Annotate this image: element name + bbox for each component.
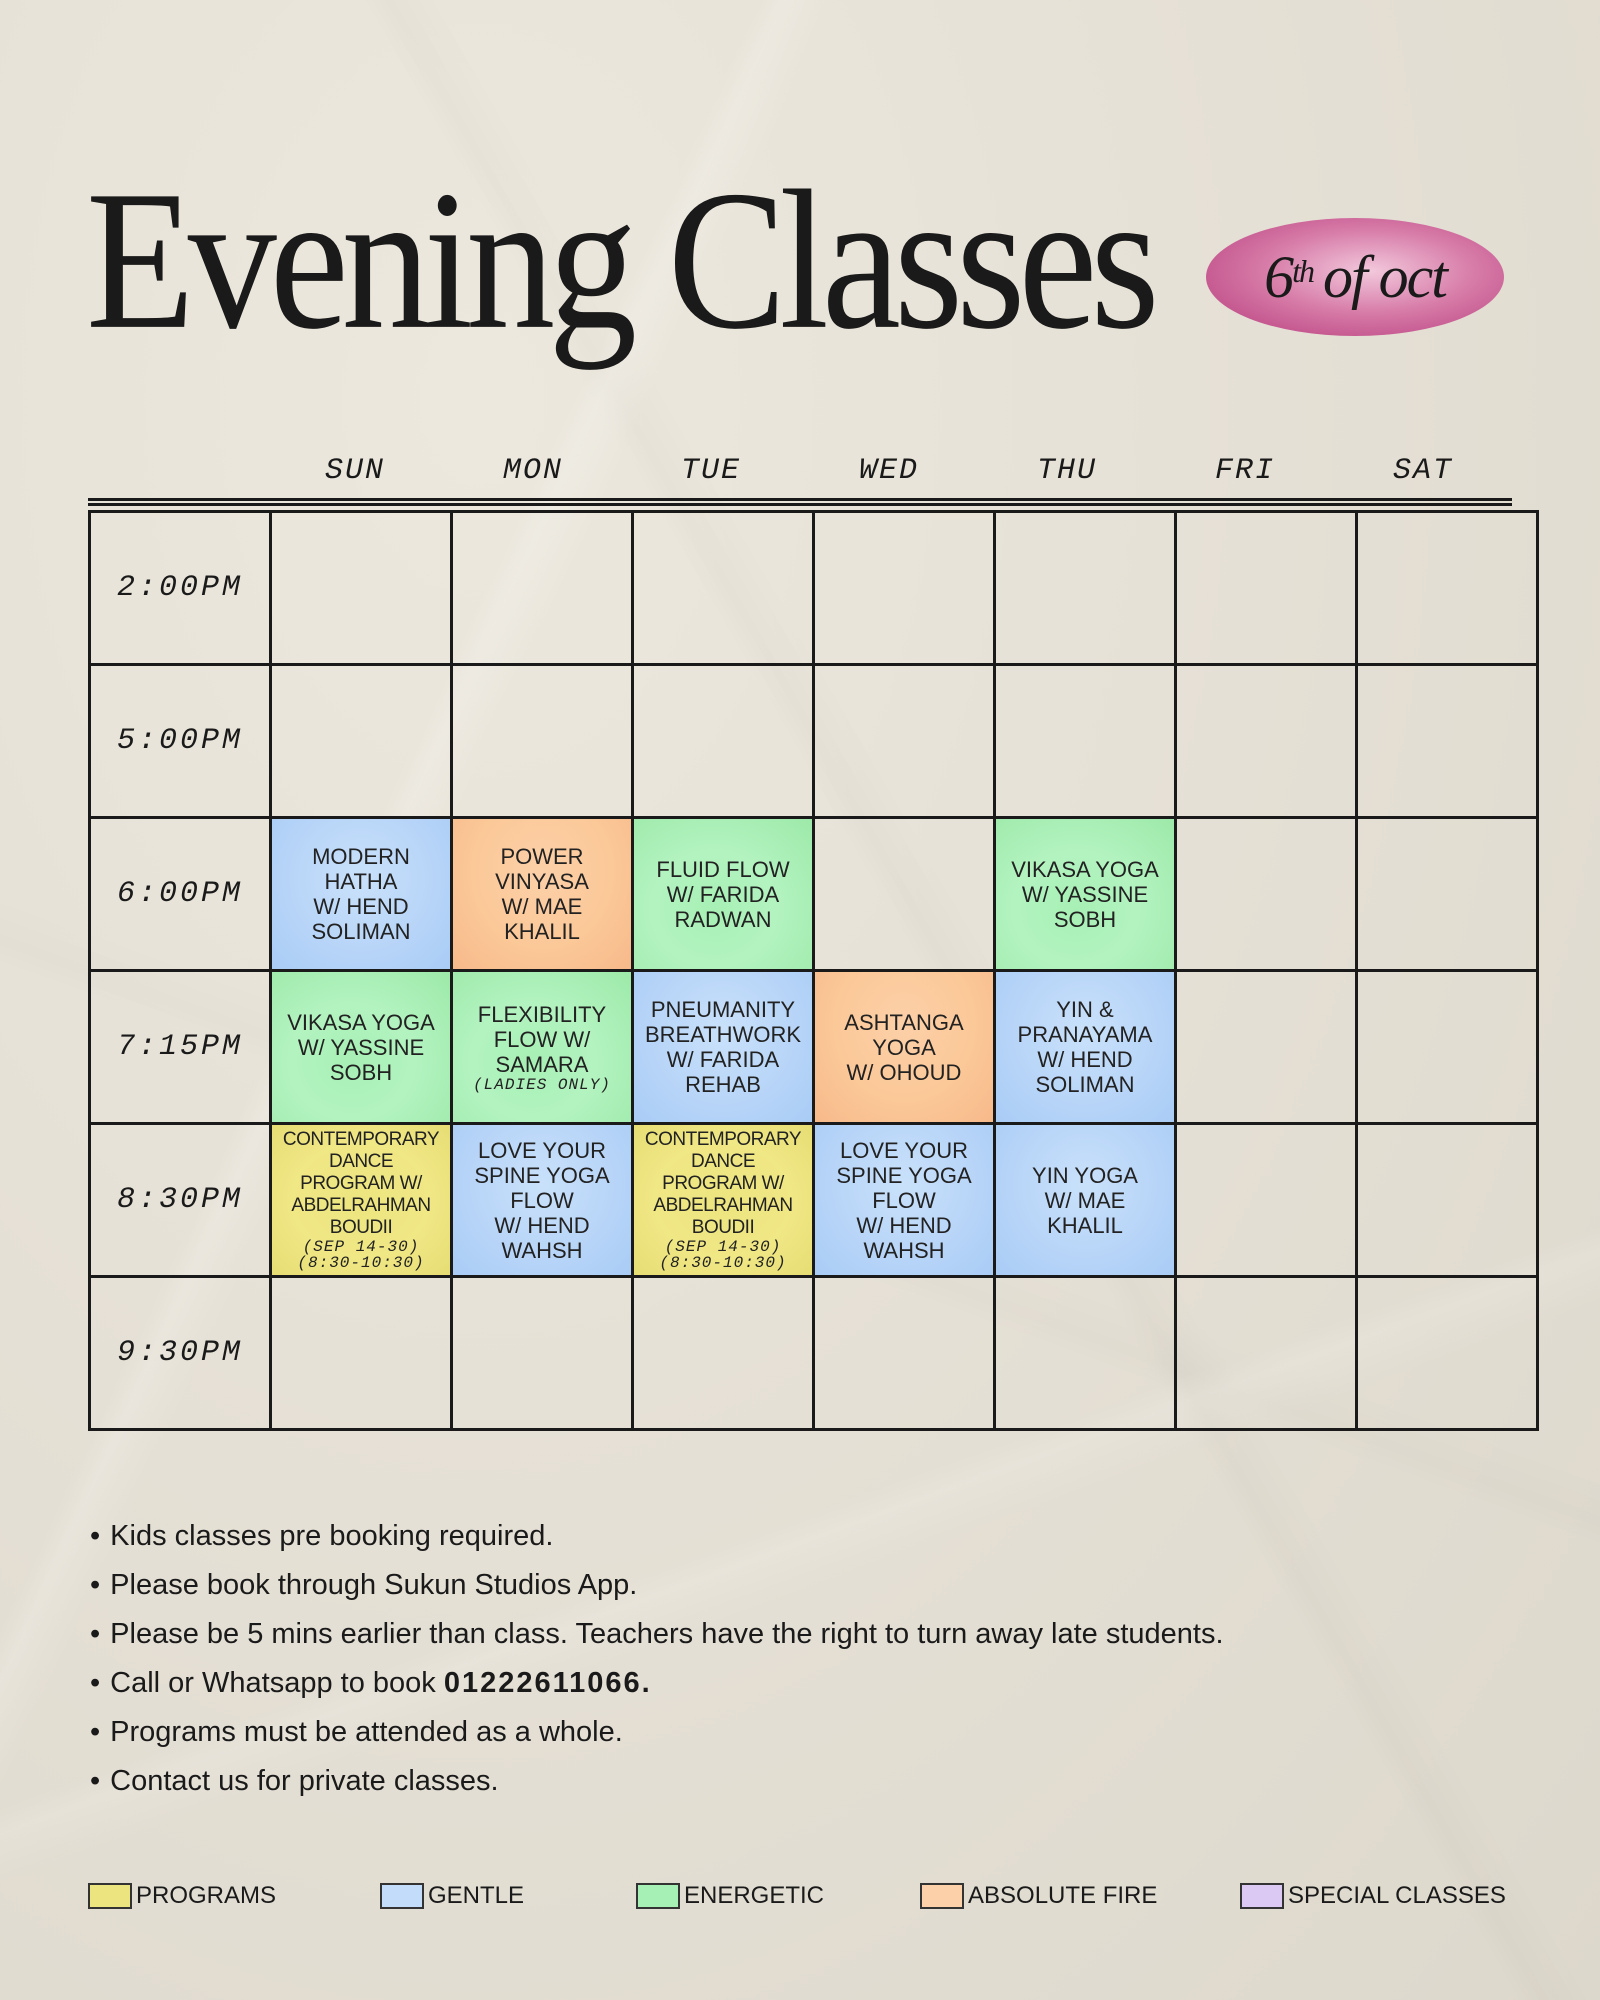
day-tue: TUE (680, 454, 741, 488)
empty-slot (1357, 818, 1538, 971)
class-name: CONTEMPORARY DANCE PROGRAM W/ ABDELRAHMAN BOUDII (644, 1129, 802, 1238)
note-item (90, 1757, 1224, 1806)
legend-item (920, 1882, 1157, 1910)
class-card-fire[interactable] (453, 819, 631, 969)
empty-slot (995, 665, 1176, 818)
empty-slot (633, 512, 814, 665)
schedule (88, 448, 1512, 1431)
note-item (90, 1708, 1224, 1757)
class-name: YIN YOGA W/ MAE KHALIL (1032, 1162, 1138, 1238)
class-card-energetic[interactable] (634, 819, 812, 969)
class-card-energetic[interactable] (272, 972, 450, 1122)
legend-swatch (380, 1883, 424, 1909)
time-label: 5:00PM (90, 665, 271, 818)
empty-slot (1176, 1124, 1357, 1277)
schedule-row (90, 971, 1538, 1124)
class-card-gentle[interactable] (453, 1125, 631, 1275)
empty-slot (1357, 1277, 1538, 1430)
day-thu: THU (1036, 454, 1097, 488)
time-label: 8:30PM (90, 1124, 271, 1277)
class-name: VIKASA YOGA W/ YASSINE SOBH (287, 1009, 435, 1085)
class-slot (995, 971, 1176, 1124)
schedule-table (88, 510, 1539, 1431)
class-card-gentle[interactable] (815, 1125, 993, 1275)
class-card-gentle[interactable] (634, 972, 812, 1122)
class-name: PNEUMANITY BREATHWORK W/ FARIDA REHAB (644, 997, 802, 1097)
notes-list (90, 1512, 1224, 1806)
empty-slot (814, 665, 995, 818)
class-card-gentle[interactable] (996, 972, 1174, 1122)
day-header-row (88, 448, 1512, 494)
empty-slot (1176, 1277, 1357, 1430)
empty-slot (1357, 1124, 1538, 1277)
class-slot (271, 1124, 452, 1277)
note-text: Programs must be attended as a whole. (110, 1716, 623, 1748)
class-slot (633, 1124, 814, 1277)
day-wed: WED (858, 454, 919, 488)
legend-label: ENERGETIC (684, 1882, 825, 1909)
note-item (90, 1561, 1224, 1610)
legend-swatch (88, 1883, 132, 1909)
empty-slot (271, 512, 452, 665)
class-slot (995, 1124, 1176, 1277)
day-sun: SUN (324, 454, 385, 488)
empty-slot (995, 1277, 1176, 1430)
empty-slot (1176, 512, 1357, 665)
class-slot (633, 818, 814, 971)
schedule-row (90, 818, 1538, 971)
legend-item (88, 1882, 276, 1910)
legend-label: SPECIAL CLASSES (1288, 1882, 1506, 1909)
time-label: 6:00PM (90, 818, 271, 971)
empty-slot (1357, 512, 1538, 665)
legend-swatch (1240, 1883, 1284, 1909)
date-badge (1206, 218, 1504, 336)
class-slot (452, 1124, 633, 1277)
empty-slot (452, 1277, 633, 1430)
legend-label: PROGRAMS (136, 1882, 277, 1909)
day-mon: MON (502, 454, 563, 488)
empty-slot (1176, 818, 1357, 971)
class-card-programs[interactable] (634, 1125, 812, 1275)
empty-slot (814, 818, 995, 971)
schedule-row (90, 512, 1538, 665)
empty-slot (271, 665, 452, 818)
class-card-energetic[interactable] (996, 819, 1174, 969)
empty-slot (633, 665, 814, 818)
empty-slot (452, 665, 633, 818)
day-fri: FRI (1214, 454, 1275, 488)
page-title: Evening Classes (86, 148, 1153, 371)
class-name: POWER VINYASA W/ MAE KHALIL (495, 844, 589, 944)
note-text: Please be 5 mins earlier than class. Teachers have the right to turn away late students. (110, 1618, 1224, 1650)
class-note: (LADIES ONLY) (473, 1075, 611, 1094)
schedule-row (90, 1124, 1538, 1277)
legend-item (380, 1882, 524, 1910)
empty-slot (452, 512, 633, 665)
legend-swatch (636, 1883, 680, 1909)
empty-slot (814, 512, 995, 665)
note-item (90, 1610, 1224, 1659)
class-name: MODERN HATHA W/ HEND SOLIMAN (311, 844, 411, 944)
note-text: Call or Whatsapp to book (110, 1667, 444, 1699)
note-item (90, 1659, 1224, 1708)
date-day: 6 (1264, 243, 1293, 310)
class-name: LOVE YOUR SPINE YOGA FLOW W/ HEND WAHSH (836, 1137, 972, 1263)
time-label: 2:00PM (90, 512, 271, 665)
class-slot (452, 971, 633, 1124)
class-slot (452, 818, 633, 971)
class-name: LOVE YOUR SPINE YOGA FLOW W/ HEND WAHSH (474, 1137, 610, 1263)
legend-label: ABSOLUTE FIRE (968, 1882, 1158, 1909)
class-name: YIN & PRANAYAMA W/ HEND SOLIMAN (1017, 997, 1153, 1097)
class-card-energetic[interactable] (453, 972, 631, 1122)
empty-slot (1176, 971, 1357, 1124)
note-text: Kids classes pre booking required. (110, 1520, 554, 1552)
empty-slot (633, 1277, 814, 1430)
phone-number[interactable]: 01222611066. (443, 1667, 652, 1699)
schedule-row (90, 1277, 1538, 1430)
note-text: Contact us for private classes. (110, 1765, 499, 1797)
class-name: FLEXIBILITY FLOW W/ SAMARA (477, 1001, 607, 1077)
note-item (90, 1512, 1224, 1561)
note-text: Please book through Sukun Studios App. (110, 1569, 638, 1601)
legend (88, 1882, 1512, 1914)
empty-slot (1357, 665, 1538, 818)
class-name: VIKASA YOGA W/ YASSINE SOBH (1011, 856, 1159, 932)
class-card-fire[interactable] (815, 972, 993, 1122)
class-card-gentle[interactable] (996, 1125, 1174, 1275)
legend-item (1240, 1882, 1506, 1910)
empty-slot (1176, 665, 1357, 818)
schedule-row (90, 665, 1538, 818)
class-slot (633, 971, 814, 1124)
date-month: of oct (1322, 243, 1446, 310)
day-sat: SAT (1392, 454, 1453, 488)
header-double-rule (88, 498, 1512, 506)
class-slot (995, 818, 1176, 971)
time-label: 9:30PM (90, 1277, 271, 1430)
empty-slot (1357, 971, 1538, 1124)
class-card-gentle[interactable] (272, 819, 450, 969)
date-suffix: th (1292, 252, 1313, 289)
empty-slot (271, 1277, 452, 1430)
class-note: (SEP 14-30) (8:30-10:30) (659, 1238, 787, 1272)
empty-slot (995, 512, 1176, 665)
legend-label: GENTLE (428, 1882, 525, 1909)
class-slot (814, 1124, 995, 1277)
time-label: 7:15PM (90, 971, 271, 1124)
class-slot (271, 818, 452, 971)
class-slot (271, 971, 452, 1124)
empty-slot (814, 1277, 995, 1430)
class-slot (814, 971, 995, 1124)
class-note: (SEP 14-30) (8:30-10:30) (297, 1238, 425, 1272)
legend-item (636, 1882, 824, 1910)
class-name: ASHTANGA YOGA W/ OHOUD (844, 1009, 964, 1085)
legend-swatch (920, 1883, 964, 1909)
class-name: CONTEMPORARY DANCE PROGRAM W/ ABDELRAHMAN BOUDII (282, 1129, 440, 1238)
class-card-programs[interactable] (272, 1125, 450, 1275)
class-name: FLUID FLOW W/ FARIDA RADWAN (656, 856, 790, 932)
